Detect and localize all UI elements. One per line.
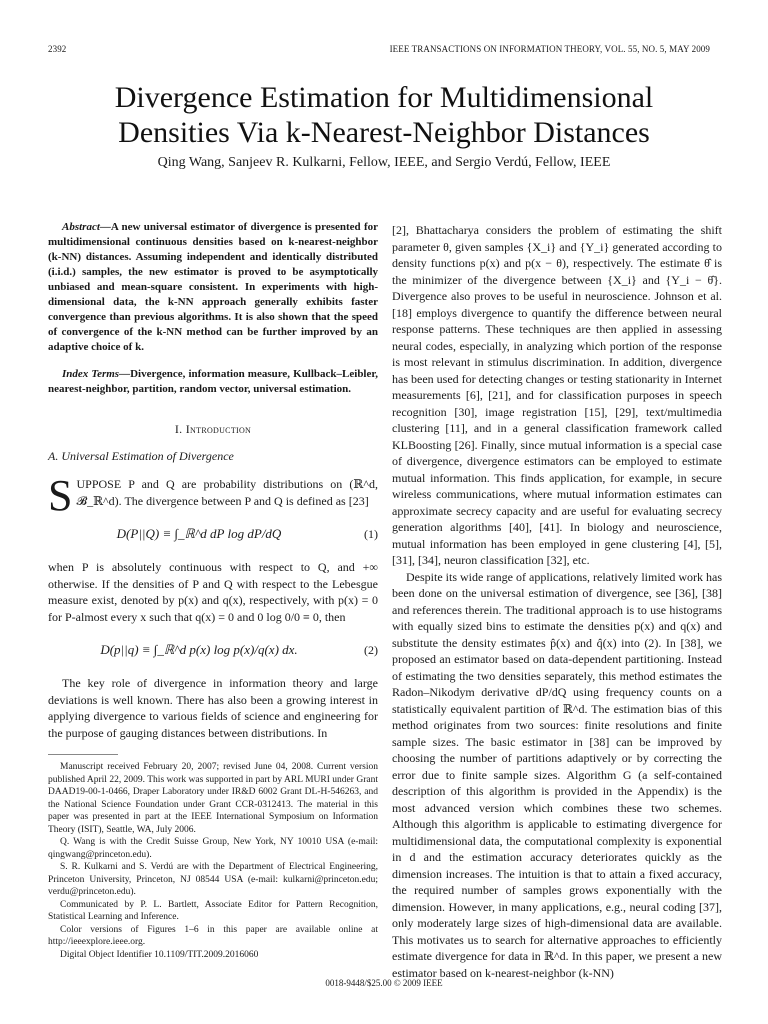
section-heading: I. Introduction bbox=[174, 422, 252, 436]
footnote-wang: Q. Wang is with the Credit Suisse Group, New York, NY 10010 USA (e-mail: qingwang@princeton.edu). bbox=[48, 837, 378, 860]
subsection-heading: A. Universal Estimation of Divergence bbox=[48, 448, 234, 463]
drop-cap: S bbox=[48, 471, 73, 520]
intro-paragraph-1 bbox=[48, 471, 378, 520]
paper-title-line-1: Divergence Estimation for Multidimensional bbox=[114, 81, 654, 114]
page-number: 2392 bbox=[48, 44, 67, 54]
right-paragraph-2: Despite its wide range of applications, relatively limited work has been done on the universal estimation of divergence, see [36], [38] and references therein. The traditional approach is to use histograms with equally sized bins to estimate the densities p(x) and q(x) and substitute the density estimates p̂(x) and q̂(x) into (2). In [38], we proposed an estimator based on data-dependent partitioning. Instead of estimating the two densities separately, this method estimates the Radon–Nikodym derivative dP/dQ using frequency counts on a statistically equivalent partition of ℝ^d. The estimation bias of this method originates from two sources: finite resolutions and finite sample sizes. The basic estimator in [38] can be improved by choosing the number of partitions adaptively or by correcting the error due to finite sample sizes. Algorithm G (a self-contained description of this algorithm is provided in the Appendix) is the most advanced version which combines these two schemes. Although this algorithm is applicable to estimating divergence for multidimensional data, the computational complexity is exponential in d and the estimation accuracy deteriorates quickly as the dimension increases. The intuition is that to attain a fixed accuracy, the required number of samples grows exponentially with the dimension. However, in many applications, e.g., neural coding [37], only moderately large sizes of high-dimensional data are available. This motivates us to search for alternative approaches to efficiently estimate divergence for data in ℝ^d. In this paper, we present a new estimator based on k-nearest-neighbor (k-NN) bbox=[392, 569, 722, 980]
equation-2 bbox=[48, 631, 378, 669]
intro-paragraph-1-text: UPPOSE P and Q are probability distributions on (ℝ^d, 𝓑_ℝ^d). The divergence between P and Q is defined as [23] bbox=[76, 477, 378, 508]
footnote-communicated: Communicated by P. L. Bartlett, Associate Editor for Pattern Recognition, Statistical Learning and Inference. bbox=[48, 899, 378, 922]
footnote-color-figures: Color versions of Figures 1–6 in this paper are available online at http://ieeexplore.ieee.org. bbox=[48, 924, 378, 947]
equation-2-body: D(p||q) ≡ ∫_ℝ^d p(x) log p(x)/q(x) dx. bbox=[100, 641, 298, 657]
author-list: Qing Wang, Sanjeev R. Kulkarni, Fellow, IEEE, and Sergio Verdú, Fellow, IEEE bbox=[157, 155, 611, 170]
equation-1-number: (1) bbox=[364, 526, 378, 541]
equation-1-body: D(P||Q) ≡ ∫_ℝ^d dP log dP/dQ bbox=[116, 525, 282, 541]
equation-1 bbox=[48, 515, 378, 553]
copyright-footer: 0018-9448/$25.00 © 2009 IEEE bbox=[325, 978, 443, 988]
abstract bbox=[48, 220, 378, 355]
intro-paragraph-2: when P is absolutely continuous with respect to Q, and +∞ otherwise. If the densities of P and Q with respect to the Lebesgue measure exist, denoted by p(x) and q(x), respectively, with p(x) = 0 for P-almost every x such that q(x) = 0 and 0 log 0/0 ≡ 0, then bbox=[48, 560, 378, 624]
left-column bbox=[48, 220, 378, 741]
intro-paragraph-3: The key role of divergence in information theory and large deviations is well known. There has also been a growing interest in applying divergence to various fields of science and engineering for the purpose of gauging distances between distributions. In bbox=[48, 676, 378, 740]
index-terms-text: Divergence, information measure, Kullback–Leibler, nearest-neighbor, partition, random vector, universal estimation. bbox=[48, 368, 378, 395]
paper-title-line-2: Densities Via k-Nearest-Neighbor Distances bbox=[118, 116, 650, 149]
footnote-doi: Digital Object Identifier 10.1109/TIT.2009.2016060 bbox=[60, 949, 259, 960]
footnote-manuscript: Manuscript received February 20, 2007; revised June 04, 2008. Current version published April 22, 2009. This work was supported in part by ARL MURI under Grant DAAD19-00-1-0466, Draper Laboratory under IR&D 6002 Grant DL-H-546263, and the National Science Foundation under Grant CCR-0312413. The material in this paper was presented in part at the IEEE International Symposium on Information Theory (ISIT), Seattle, WA, July 2006. bbox=[48, 762, 378, 835]
footnote-kulkarni-verdu: S. R. Kulkarni and S. Verdú are with the Department of Electrical Engineering, Princeton University, Princeton, NJ 08544 USA (e-mail: kulkarni@princeton.edu; verdu@princeton.edu). bbox=[48, 862, 378, 897]
abstract-lead: Abstract— bbox=[62, 221, 111, 233]
abstract-text: A new universal estimator of divergence is presented for multidimensional continuous densities based on k-nearest-neighbor (k-NN) distances. Assuming independent and identically distributed (i.i.d.) samples, the new estimator is proved to be asymptotically unbiased and mean-square consistent. In experiments with high-dimensional data, the k-NN approach generally exhibits faster convergence than previous algorithms. It is also shown that the speed of convergence of the k-NN method can be further improved by an adaptive choice of k. bbox=[48, 221, 378, 353]
paper-title bbox=[48, 80, 720, 150]
index-terms-lead: Index Terms— bbox=[62, 368, 131, 380]
equation-2-number: (2) bbox=[364, 642, 378, 657]
footnotes bbox=[48, 754, 378, 961]
right-paragraph-1: [2], Bhattacharya considers the problem of estimating the shift parameter θ, given samples {X_i} and {Y_i} generated according to density functions p(x) and p(x − θ), respectively. The estimate θ̂ is the minimizer of the divergence between {X_i} and {Y_i − θ̂}. Divergence also proves to be useful in neuroscience. Johnson et al. [18] employs divergence to quantify the difference between neural response patterns. These techniques are then applied in assessing neural codes, especially, in analyzing which portion of the response is most relevant in stimulus discrimination. In addition, divergence has been used for detecting changes or testing stationarity in Internet measurements [6], [21], and for classification purposes in speech recognition [30], image registration [15], [29], text/multimedia clustering [11], and in a general classification framework called KLBoosting [26]. Finally, since mutual information is a special case of divergence, divergence estimators can be employed to estimate mutual information. This finds application, for example, in secure wireless communications, where mutual information estimates can approximate secrecy capacity and are useful for evaluating secrecy generation algorithms [40], [41]. In biology and neuroscience, mutual information has been employed in gene clustering [4], [5], [31], [34], neuron classification [32], etc. bbox=[392, 223, 722, 567]
index-terms bbox=[48, 367, 378, 397]
journal-header: IEEE TRANSACTIONS ON INFORMATION THEORY, VOL. 55, NO. 5, MAY 2009 bbox=[389, 44, 710, 54]
footnote-rule bbox=[48, 754, 118, 755]
right-column bbox=[392, 222, 722, 981]
